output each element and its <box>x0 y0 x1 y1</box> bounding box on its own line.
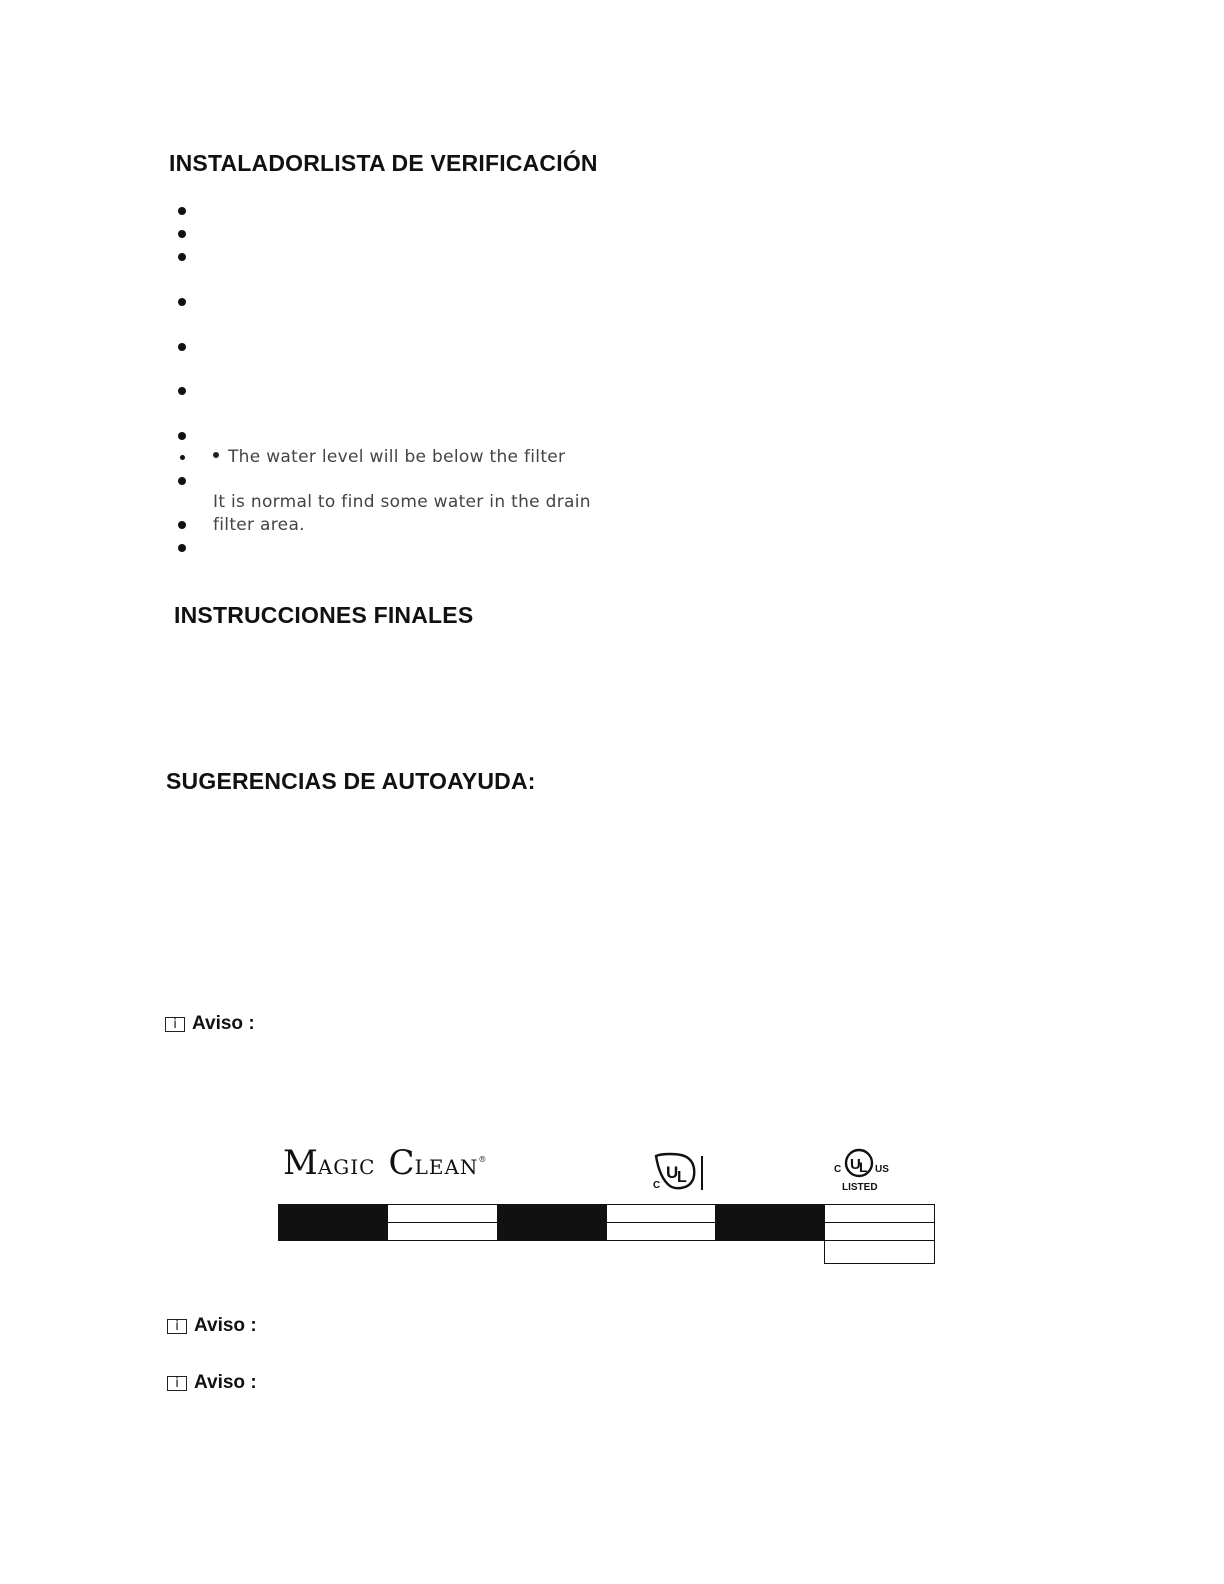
magic-clean-logo <box>283 1143 486 1183</box>
water-level-text: The water level will be below the filter <box>228 447 566 467</box>
logo-word: AGIC <box>317 1155 376 1179</box>
logo-letter: M <box>283 1143 318 1183</box>
notice-1 <box>165 1013 255 1035</box>
ul-listed-label: LISTED <box>842 1182 878 1193</box>
info-icon: i <box>165 1017 185 1032</box>
registered-mark: ® <box>478 1155 487 1164</box>
bullet-point <box>178 387 186 395</box>
table-cell <box>278 1204 388 1223</box>
bullet-point <box>178 343 186 351</box>
info-icon: i <box>167 1376 187 1391</box>
table-cell <box>824 1240 935 1264</box>
bullet-point <box>178 253 186 261</box>
bullet-point <box>178 207 186 215</box>
svg-text:U: U <box>666 1163 679 1182</box>
ul-listed-us: US <box>875 1164 889 1175</box>
table-cell <box>278 1222 388 1241</box>
notice-label: Aviso : <box>194 1315 257 1336</box>
logo-letter: C <box>388 1143 415 1183</box>
bullet-point <box>178 230 186 238</box>
bullet-point <box>180 455 185 460</box>
bullet-point <box>213 452 219 458</box>
ul-listed-c: C <box>834 1164 842 1175</box>
svg-text:L: L <box>677 1169 687 1186</box>
self-help-heading: SUGERENCIAS DE AUTOAYUDA: <box>166 768 536 794</box>
final-instructions-heading: INSTRUCCIONES FINALES <box>174 602 474 628</box>
notice-label: Aviso : <box>192 1013 255 1034</box>
drain-note-line2: filter area. <box>213 515 305 535</box>
bullet-point <box>178 432 186 440</box>
ul-recognized-icon <box>650 1150 710 1192</box>
table-cell <box>606 1222 716 1241</box>
notice-label: Aviso : <box>194 1372 257 1393</box>
bullet-point <box>178 477 186 485</box>
checklist-heading: INSTALADORLISTA DE VERIFICACIÓN <box>169 150 598 176</box>
svg-text:U: U <box>850 1156 861 1173</box>
logo-word: LEAN <box>414 1155 479 1179</box>
water-level-note <box>213 447 565 467</box>
table-cell <box>497 1222 607 1241</box>
bullet-point <box>178 298 186 306</box>
table-cell <box>715 1222 825 1241</box>
notice-2 <box>167 1315 257 1337</box>
drain-note-line1: It is normal to find some water in the drain <box>213 492 591 512</box>
table-cell <box>824 1222 935 1241</box>
table-cell <box>387 1222 498 1241</box>
info-icon: i <box>167 1319 187 1334</box>
bullet-point <box>178 544 186 552</box>
table-cell <box>606 1204 716 1223</box>
table-cell <box>715 1204 825 1223</box>
table-cell <box>824 1204 935 1223</box>
table-cell <box>497 1204 607 1223</box>
ul-mark-c: C <box>653 1180 661 1191</box>
bullet-point <box>178 521 186 529</box>
ul-listed-icon <box>832 1146 894 1194</box>
table-cell <box>387 1204 498 1223</box>
notice-3 <box>167 1372 257 1394</box>
svg-text:L: L <box>859 1159 868 1175</box>
